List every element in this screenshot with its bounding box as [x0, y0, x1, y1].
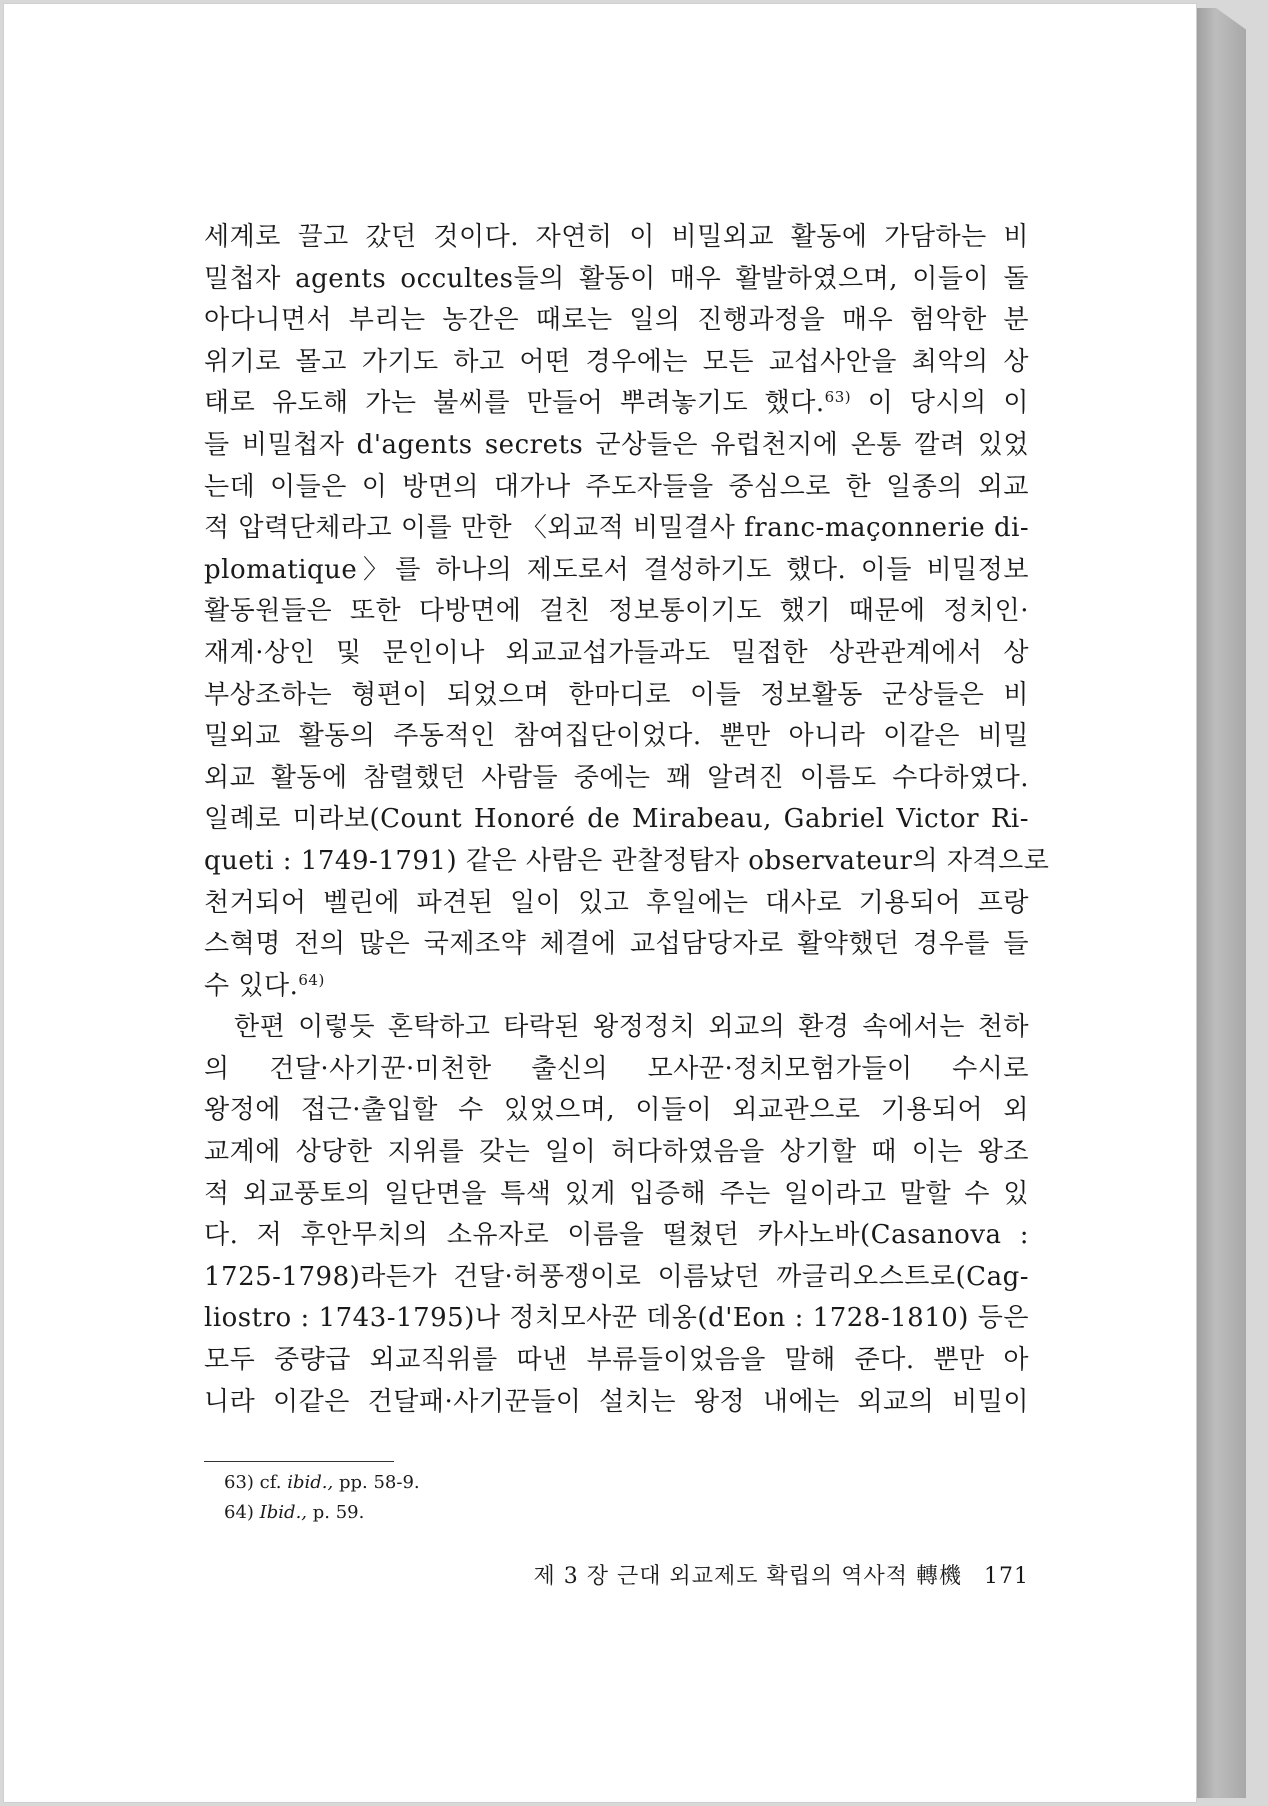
text-line: 활동원들은 또한 다방면에 걸친 정보통이기도 했기 때문에 정치인· [204, 596, 1029, 627]
footnote-number: 64) [224, 1502, 254, 1523]
text-line: 스혁명 전의 많은 국제조약 체결에 교섭담당자로 활약했던 경우를 들 [204, 929, 1029, 960]
footnotes [224, 1468, 824, 1528]
text-line: 밀첩자 agents occultes들의 활동이 매우 활발하였으며, 이들이 돌 [204, 263, 1029, 294]
text-line: 니라 이같은 건달패·사기꾼들이 설치는 왕정 내에는 외교의 비밀이 [204, 1386, 1029, 1417]
text-line: liostro : 1743-1795)나 정치모사꾼 데옹(d'Eon : 1728-1810) 등은 [204, 1303, 1029, 1334]
text-line: 외교 활동에 참렬했던 사람들 중에는 꽤 알려진 이름도 수다하였다. [204, 762, 1029, 793]
text-line: 교계에 상당한 지위를 갖는 일이 허다하였음을 상기할 때 이는 왕조 [204, 1137, 1029, 1168]
body-text [204, 217, 1050, 1423]
text-line: 다. 저 후안무치의 소유자로 이름을 떨쳤던 카사노바(Casanova : [204, 1220, 1029, 1251]
book-page-edge [1196, 8, 1246, 1798]
footnote-ref-64: 64) [298, 970, 325, 989]
footnote-number: 63) [224, 1472, 254, 1493]
text-line: queti : 1749-1791) 같은 사람은 관찰정탐자 observateur의 자격으로 [204, 845, 1050, 876]
footnote-italic: ibid., [287, 1472, 334, 1493]
text-line: 세계로 끌고 갔던 것이다. 자연히 이 비밀외교 활동에 가담하는 비 [204, 222, 1029, 252]
text-line: 모두 중량급 외교직위를 따낸 부류들이었음을 말해 준다. 뿐만 아 [204, 1345, 1029, 1376]
footnote-text: p. 59. [312, 1502, 365, 1523]
text-line: 재계·상인 및 문인이나 외교교섭가들과도 밀접한 상관관계에서 상 [204, 637, 1029, 668]
footnote-63 [224, 1468, 824, 1498]
text-line: 는데 이들은 이 방면의 대가나 주도자들을 중심으로 한 일종의 외교 [204, 471, 1029, 502]
footnote-text: cf. [259, 1472, 282, 1493]
text-line: plomatique〉를 하나의 제도로서 결성하기도 했다. 이들 비밀정보 [204, 554, 1029, 585]
text-segment: 수 있다. [204, 970, 299, 1001]
text-segment: 이 당시의 이 [867, 388, 1029, 419]
text-line: 왕정에 접근·출입할 수 있었으며, 이들이 외교관으로 기용되어 외 [204, 1095, 1029, 1126]
footnote-ref-63: 63) [824, 388, 852, 407]
text-line: 한편 이렇듯 혼탁하고 타락된 왕정정치 외교의 환경 속에서는 천하 [234, 1012, 1029, 1043]
footnote-divider [204, 1461, 394, 1462]
chapter-title: 제 3 장 근대 외교제도 확립의 역사적 轉機 [533, 1564, 962, 1589]
text-line: 적 외교풍토의 일단면을 특색 있게 입증해 주는 일이라고 말할 수 있 [204, 1178, 1029, 1209]
footnote-64 [224, 1498, 824, 1528]
running-footer [484, 1559, 1029, 1590]
text-segment: 태로 유도해 가는 불씨를 만들어 뿌려놓기도 했다. [204, 388, 825, 419]
page [4, 4, 1196, 1802]
footnote-italic: Ibid., [259, 1502, 308, 1523]
footnote-text: pp. 58-9. [338, 1472, 420, 1493]
text-line: 일례로 미라보(Count Honoré de Mirabeau, Gabriel Victor Ri- [204, 804, 1029, 835]
page-number: 171 [984, 1564, 1029, 1589]
text-line: 적 압력단체라고 이를 만한 〈외교적 비밀결사 franc-maçonnerie di- [204, 513, 1030, 544]
text-line: 천거되어 벨린에 파견된 일이 있고 후일에는 대사로 기용되어 프랑 [204, 887, 1029, 918]
text-line: 밀외교 활동의 주동적인 참여집단이었다. 뿐만 아니라 이같은 비밀 [204, 721, 1029, 752]
text-line: 아다니면서 부리는 농간은 때로는 일의 진행과정을 매우 험악한 분 [204, 305, 1029, 336]
text-line: 부상조하는 형편이 되었으며 한마디로 이들 정보활동 군상들은 비 [204, 679, 1029, 710]
text-line [204, 383, 1029, 425]
text-line: 1725-1798)라든가 건달·허풍쟁이로 이름났던 까글리오스트로(Cag- [204, 1261, 1029, 1292]
text-line: 위기로 몰고 가기도 하고 어떤 경우에는 모든 교섭사안을 최악의 상 [204, 346, 1029, 377]
text-line [204, 966, 1029, 1008]
text-line: 의 건달·사기꾼·미천한 출신의 모사꾼·정치모험가들이 수시로 [204, 1053, 1029, 1084]
text-line: 들 비밀첩자 d'agents secrets 군상들은 유럽천지에 온통 깔려 있었 [204, 429, 1029, 460]
